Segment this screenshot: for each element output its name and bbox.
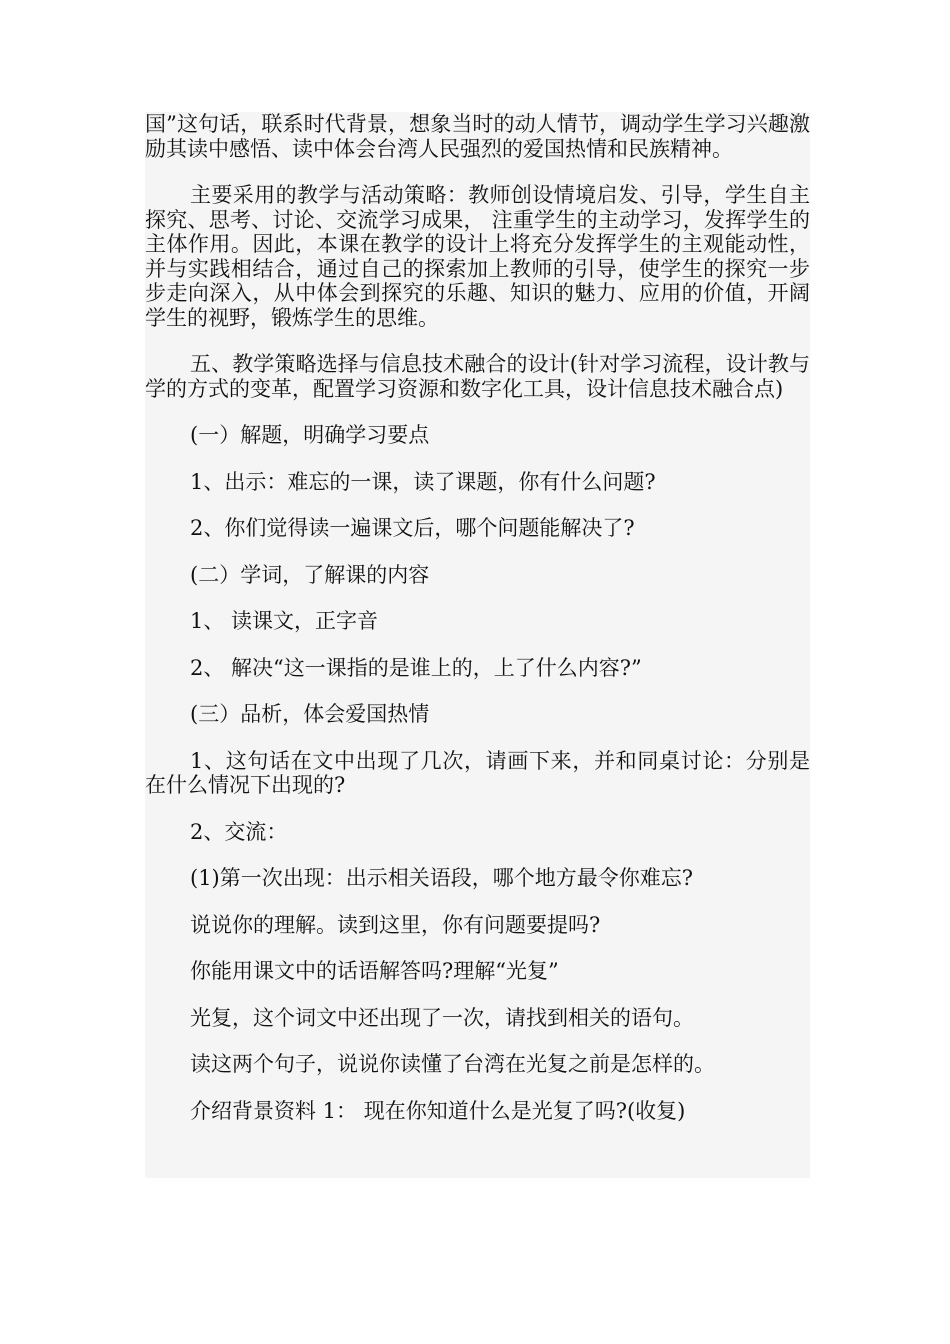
list-item: 说说你的理解。读到这里，你有问题要提吗?	[190, 912, 601, 937]
list-item: 1、 读课文，正字音	[190, 609, 379, 633]
subheading-3: (三）品析，体会爱国热情	[190, 702, 430, 726]
list-item: 1、这句话在文中出现了几次，请画下来，并和同桌讨论：分别是在什么情况下出现的?	[145, 748, 810, 797]
list-item: 2、你们觉得读一遍课文后，哪个问题能解决了?	[190, 516, 635, 540]
paragraph-teaching-strategy: 主要采用的教学与活动策略：教师创设情境启发、引导，学生自主探究、思考、讨论、交流学习成果， 注重学生的主动学习，发挥学生的主体作用。因此，本课在教学的设计上将充分发挥学生的主观能动性，并与实践相结合，通过自己的探索加上教师的引导，使学生的探究一步步走向深入，从中体会到探究的乐趣、知识的魅力、应用的价值，开阔学生的视野，锻炼学生的思维。	[145, 183, 810, 330]
list-item: 1、出示：难忘的一课，读了课题，你有什么问题?	[190, 469, 656, 494]
list-item: 介绍背景资料 1： 现在你知道什么是光复了吗?(收复)	[190, 1098, 686, 1123]
subheading-2: (二）学词，了解课的内容	[190, 562, 430, 587]
list-item: (1)第一次出现：出示相关语段，哪个地方最令你难忘?	[190, 866, 694, 890]
subheading-1: (一）解题，明确学习要点	[190, 423, 430, 447]
section-heading-5: 五、教学策略选择与信息技术融合的设计(针对学习流程，设计教与学的方式的变革，配置学习资源和数字化工具，设计信息技术融合点)	[145, 352, 810, 401]
list-item: 2、 解决“这一课指的是谁上的，上了什么内容?”	[190, 655, 642, 680]
document-body	[145, 112, 810, 1178]
list-item: 2、交流：	[190, 819, 288, 844]
list-item: 读这两个句子，说说你读懂了台湾在光复之前是怎样的。	[190, 1052, 715, 1076]
paragraph-continuation: 国”这句话，联系时代背景，想象当时的动人情节，调动学生学习兴趣激励其读中感悟、读中体会台湾人民强烈的爱国热情和民族精神。	[145, 112, 810, 161]
list-item: 光复，这个词文中还出现了一次，请找到相关的语句。	[190, 1005, 694, 1030]
list-item: 你能用课文中的话语解答吗?理解“光复”	[190, 959, 559, 983]
